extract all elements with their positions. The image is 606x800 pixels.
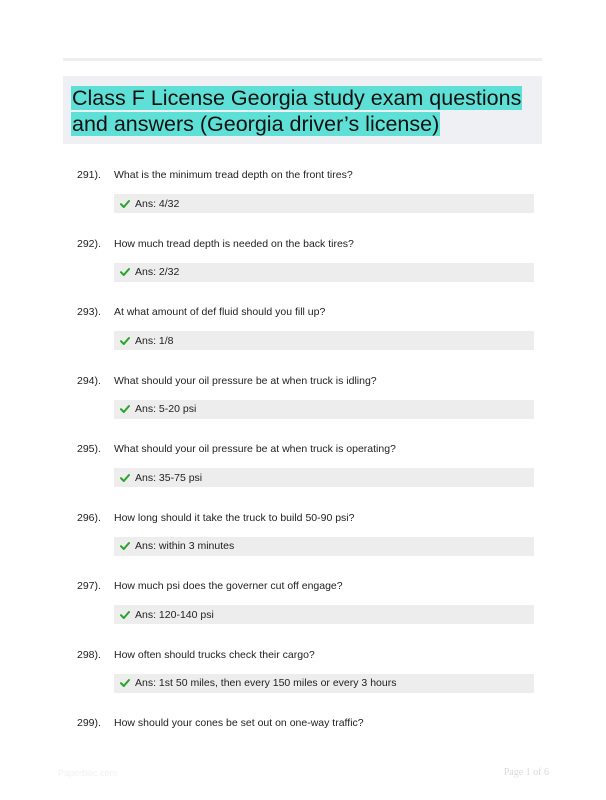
question-number: 299). — [77, 717, 101, 729]
question-item — [0, 302, 606, 371]
question-number: 298). — [77, 648, 101, 661]
question-item — [0, 439, 606, 508]
check-icon — [120, 336, 130, 346]
answer-box — [114, 605, 534, 624]
check-icon — [120, 678, 130, 688]
answer-box — [114, 537, 534, 556]
question-text: What should your oil pressure be at when truck is operating? — [114, 443, 396, 455]
answer-text: Ans: 4/32 — [135, 197, 180, 210]
question-number: 295). — [77, 443, 101, 455]
check-icon — [120, 610, 130, 620]
question-number: 293). — [77, 306, 101, 318]
check-icon — [120, 473, 130, 483]
answer-box — [114, 263, 534, 282]
top-divider — [63, 58, 542, 61]
check-icon — [120, 199, 130, 209]
page-indicator: Page 1 of 6 — [503, 767, 549, 778]
question-item — [0, 576, 606, 645]
answer-box — [114, 194, 534, 213]
question-text: How long should it take the truck to build 50-90 psi? — [114, 511, 355, 524]
question-item — [0, 508, 606, 577]
question-list — [0, 165, 606, 782]
question-item — [0, 165, 606, 234]
answer-box — [114, 468, 534, 487]
document-title-highlight: Class F License Georgia study exam questions and answers (Georgia driver’s license) — [72, 86, 522, 136]
question-item — [0, 371, 606, 440]
check-icon — [120, 404, 130, 414]
question-text: At what amount of def fluid should you fill up? — [114, 306, 326, 318]
answer-text: Ans: 2/32 — [135, 266, 180, 278]
answer-text: Ans: within 3 minutes — [135, 540, 235, 552]
answer-text: Ans: 120-140 psi — [135, 608, 214, 621]
question-text: How often should trucks check their cargo? — [114, 648, 315, 661]
answer-text: Ans: 35-75 psi — [135, 471, 203, 484]
answer-box — [114, 400, 534, 419]
document-title — [71, 85, 534, 137]
question-text: How much psi does the governer cut off engage? — [114, 580, 343, 592]
question-number: 294). — [77, 374, 101, 387]
title-banner — [63, 76, 542, 144]
check-icon — [120, 541, 130, 551]
footer-watermark: Paperbliic.com — [58, 768, 118, 778]
question-text: How much tread depth is needed on the back tires? — [114, 237, 354, 250]
question-number: 297). — [77, 580, 101, 592]
check-icon — [120, 267, 130, 277]
question-text: What should your oil pressure be at when truck is idling? — [114, 374, 377, 387]
question-number: 296). — [77, 511, 101, 524]
answer-text: Ans: 1st 50 miles, then every 150 miles or every 3 hours — [135, 677, 397, 689]
question-text: What is the minimum tread depth on the front tires? — [114, 169, 353, 181]
answer-box — [114, 331, 534, 350]
answer-text: Ans: 5-20 psi — [135, 403, 197, 415]
question-text: How should your cones be set out on one-way traffic? — [114, 717, 364, 729]
answer-text: Ans: 1/8 — [135, 334, 174, 347]
answer-box — [114, 674, 534, 693]
question-number: 291). — [77, 169, 101, 181]
question-item — [0, 234, 606, 303]
question-item — [0, 645, 606, 714]
question-number: 292). — [77, 237, 101, 250]
